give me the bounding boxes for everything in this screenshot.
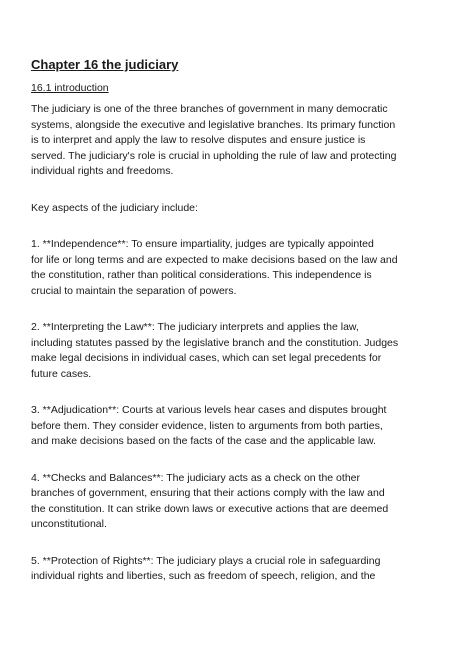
document-body <box>31 56 451 585</box>
aspect-protection-rights: 5. **Protection of Rights**: The judiciary plays a crucial role in safeguarding individual rights and liberties, such as freedom of speech, religion, and the <box>31 554 381 582</box>
aspect-interpreting-law: 2. **Interpreting the Law**: The judiciary interprets and applies the law, including statutes passed by the legislative branch and the constitution. Judges make legal decisions in individual cases, which can set legal precedents for future cases. <box>31 321 399 380</box>
aspect-independence: 1. **Independence**: To ensure impartiality, judges are typically appointed for life or long terms and are expected to make decisions based on the law and the constitution, rather than political considerations. This independence is crucial to maintain the separation of powers. <box>31 238 398 297</box>
key-aspects-lead: Key aspects of the judiciary include: <box>31 201 198 214</box>
aspect-checks-balances: 4. **Checks and Balances**: The judiciary acts as a check on the other branches of government, ensuring that their actions comply with the law and the constitution. It can strike down laws or executive actions that are deemed unconstitutional. <box>31 471 389 530</box>
section-title: 16.1 introduction <box>31 82 109 94</box>
intro-paragraph: The judiciary is one of the three branches of government in many democratic systems, alongside the executive and legislative branches. Its primary function is to interpret and apply the law to resolve disputes and ensure justice is served. The judiciary's role is crucial in upholding the rule of law and protecting individual rights and freedoms. <box>31 103 397 177</box>
chapter-title: Chapter 16 the judiciary <box>31 57 179 72</box>
aspect-adjudication: 3. **Adjudication**: Courts at various levels hear cases and disputes brought before them. They consider evidence, listen to arguments from both parties, and make decisions based on the facts of the case and the applicable law. <box>31 404 387 447</box>
